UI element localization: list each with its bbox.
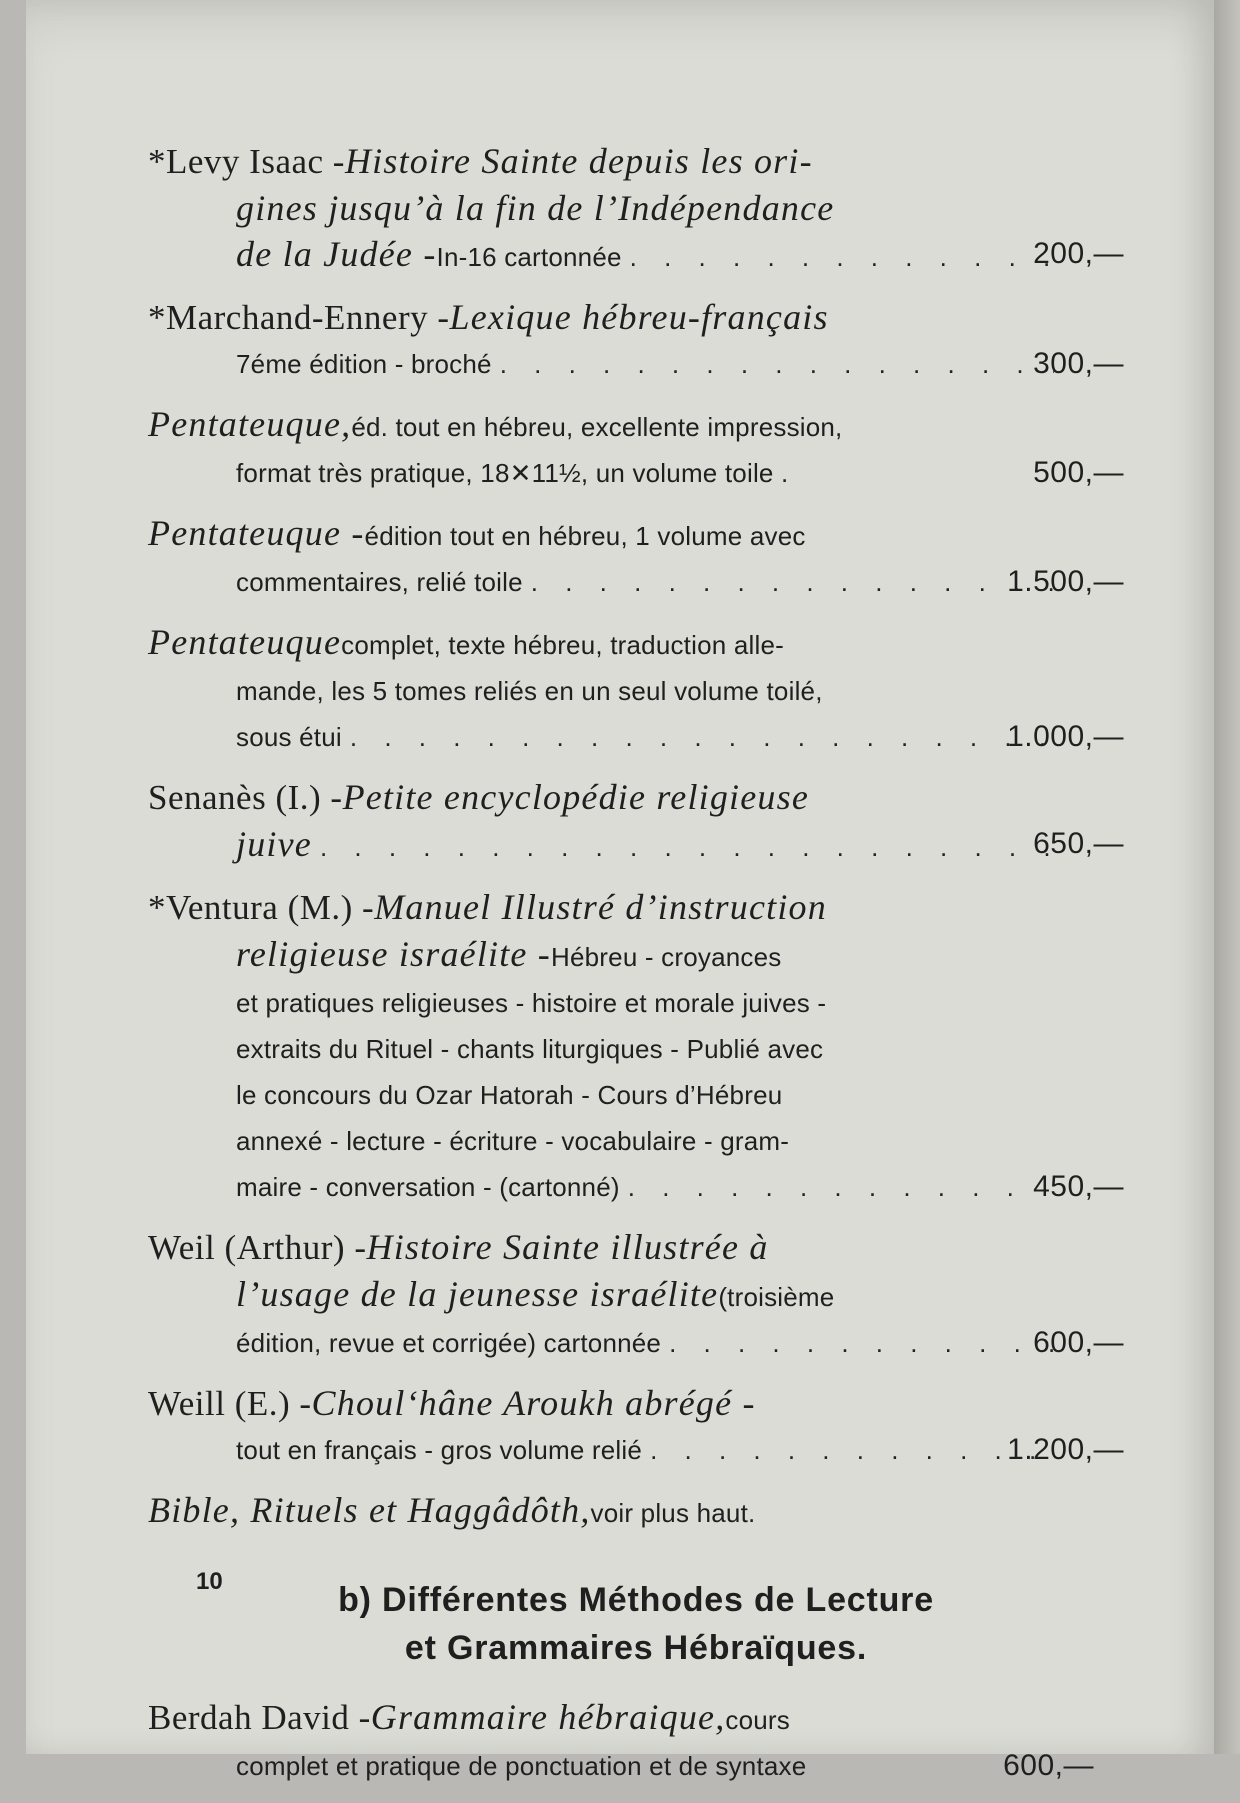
entry-price: 600,— xyxy=(1033,1326,1124,1359)
entry-line xyxy=(148,1271,1124,1320)
catalog-entry xyxy=(148,619,1124,760)
leader-dots xyxy=(628,1164,1054,1210)
entry-price: 1.500,— xyxy=(1007,565,1124,598)
entry-line xyxy=(148,931,1124,980)
entry-line xyxy=(148,510,1124,559)
entry-description: sous étui xyxy=(236,722,342,752)
entry-line xyxy=(148,1026,1124,1072)
entry-description: 7éme édition - broché xyxy=(236,349,492,379)
catalog-entry xyxy=(148,884,1124,1210)
entry-price: 1.200,— xyxy=(1007,1433,1124,1466)
entry-line xyxy=(148,138,1124,185)
section-heading-line: et Grammaires Hébraïques. xyxy=(404,1629,868,1667)
entry-line xyxy=(148,668,1124,714)
entry-title: Bible, Rituels et Haggâdôth, xyxy=(148,1490,591,1530)
entry-line xyxy=(148,884,1124,931)
entry-description: extraits du Rituel - chants liturgiques - Publié avec xyxy=(236,1034,824,1064)
entry-description: édition tout en hébreu, 1 volume avec xyxy=(364,521,806,551)
entry-description: format très pratique, 18✕11½, un volume toile . xyxy=(236,458,789,488)
entry-line xyxy=(148,980,1124,1026)
entry-description: mande, les 5 tomes reliés en un seul volume toilé, xyxy=(236,676,823,706)
entry-description: maire - conversation - (cartonné) xyxy=(236,1172,620,1202)
entry-title: juive xyxy=(236,824,312,864)
binding-edge xyxy=(1214,0,1240,1754)
entry-description: édition, revue et corrigée) cartonnée xyxy=(236,1328,662,1358)
entry-title: Petite encyclopédie religieuse xyxy=(342,777,810,817)
entry-price: 1.000,— xyxy=(1007,720,1124,753)
entry-title: de la Judée - xyxy=(236,234,437,274)
entry-description: le concours du Ozar Hatorah - Cours d’Hébreu xyxy=(236,1080,783,1110)
entry-line xyxy=(148,1072,1124,1118)
entry-title: Histoire Sainte depuis les ori- xyxy=(344,141,813,181)
entry-line xyxy=(148,1320,1124,1366)
entry-title: Grammaire hébraique, xyxy=(370,1697,726,1737)
catalog-entry xyxy=(148,774,1124,870)
entry-line xyxy=(148,1118,1124,1164)
section-heading xyxy=(148,1576,1124,1672)
entry-title: gines jusqu’à la fin de l’Indépendance xyxy=(236,188,835,228)
entry-description: éd. tout en hébreu, excellente impression, xyxy=(351,412,843,442)
entry-description: commentaires, relié toile xyxy=(236,567,523,597)
entry-line xyxy=(148,1743,1124,1789)
entry-description: Hébreu - croyances xyxy=(551,942,782,972)
entry-price: 500,— xyxy=(1033,456,1124,489)
leader-dots xyxy=(350,714,1054,760)
catalog-entry xyxy=(148,401,1124,496)
page-number: 10 xyxy=(196,1568,223,1595)
section-heading-line: b) Différentes Méthodes de Lecture xyxy=(338,1581,934,1619)
entry-price: 200,— xyxy=(1033,237,1124,270)
entry-author: *Marchand-Ennery - xyxy=(148,298,450,337)
entry-description: tout en français - gros volume relié xyxy=(236,1435,643,1465)
entry-title: l’usage de la jeunesse israélite xyxy=(236,1274,719,1314)
entry-title: Lexique hébreu-français xyxy=(449,297,829,337)
entry-description: voir plus haut. xyxy=(590,1498,756,1528)
catalog-entry xyxy=(148,1224,1124,1366)
entry-price: 450,— xyxy=(1033,1170,1124,1203)
leader-dots xyxy=(630,234,1054,280)
catalog-entry xyxy=(148,1380,1124,1473)
entry-description: complet, texte hébreu, traduction alle- xyxy=(341,630,784,660)
leader-dots xyxy=(669,1320,1054,1366)
leader-dots xyxy=(531,559,1054,605)
entry-line xyxy=(148,1224,1124,1271)
catalog-list xyxy=(148,138,1124,1803)
entry-line xyxy=(148,185,1124,231)
catalog-entry xyxy=(148,510,1124,605)
entry-line xyxy=(148,714,1124,760)
entry-line xyxy=(148,619,1124,668)
entry-title: Pentateuque xyxy=(148,622,342,662)
entry-line xyxy=(148,231,1124,280)
leader-dots xyxy=(650,1427,1054,1473)
entry-author: *Ventura (M.) - xyxy=(148,888,375,927)
entry-line xyxy=(148,1380,1124,1427)
entry-author: Senanès (I.) - xyxy=(148,778,343,817)
entry-description: complet et pratique de ponctuation et de syntaxe xyxy=(236,1751,807,1781)
catalog-entry xyxy=(148,294,1124,387)
entry-author: *Levy Isaac - xyxy=(148,142,345,181)
entry-line xyxy=(148,294,1124,341)
entry-line xyxy=(148,1487,1124,1536)
entry-title: Choul‘hâne Aroukh abrégé - xyxy=(311,1383,756,1423)
entry-author: Weill (E.) - xyxy=(148,1384,312,1423)
entry-line xyxy=(148,450,1124,496)
entry-line xyxy=(148,559,1124,605)
entry-price: 300,— xyxy=(1033,347,1124,380)
entry-line xyxy=(148,1164,1124,1210)
entry-title: Pentateuque - xyxy=(148,513,365,553)
entry-line xyxy=(148,401,1124,450)
catalog-entry xyxy=(148,1487,1124,1536)
catalog-entry xyxy=(148,138,1124,280)
entry-description: annexé - lecture - écriture - vocabulaire - gram- xyxy=(236,1126,790,1156)
entry-description: In-16 cartonnée xyxy=(436,242,622,272)
entry-title: Manuel Illustré d’instruction xyxy=(374,887,827,927)
catalog-entry xyxy=(148,1694,1124,1789)
entry-author: Weil (Arthur) - xyxy=(148,1228,367,1267)
entry-line xyxy=(148,1427,1124,1473)
entry-title: Histoire Sainte illustrée à xyxy=(366,1227,769,1267)
entry-price: 600,— xyxy=(1003,1749,1094,1782)
entry-title: religieuse israélite - xyxy=(236,934,551,974)
entry-line xyxy=(148,341,1124,387)
entry-price: 650,— xyxy=(1033,827,1124,860)
entry-description: cours xyxy=(725,1705,790,1735)
leader-dots xyxy=(320,824,1054,870)
entry-line xyxy=(148,821,1124,870)
entry-line xyxy=(148,774,1124,821)
entry-author: Berdah David - xyxy=(148,1698,371,1737)
entry-line xyxy=(148,1694,1124,1743)
entry-description: et pratiques religieuses - histoire et morale juives - xyxy=(236,988,827,1018)
entry-title: Pentateuque, xyxy=(148,404,352,444)
entry-description: (troisième xyxy=(718,1282,835,1312)
leader-dots xyxy=(500,341,1054,387)
